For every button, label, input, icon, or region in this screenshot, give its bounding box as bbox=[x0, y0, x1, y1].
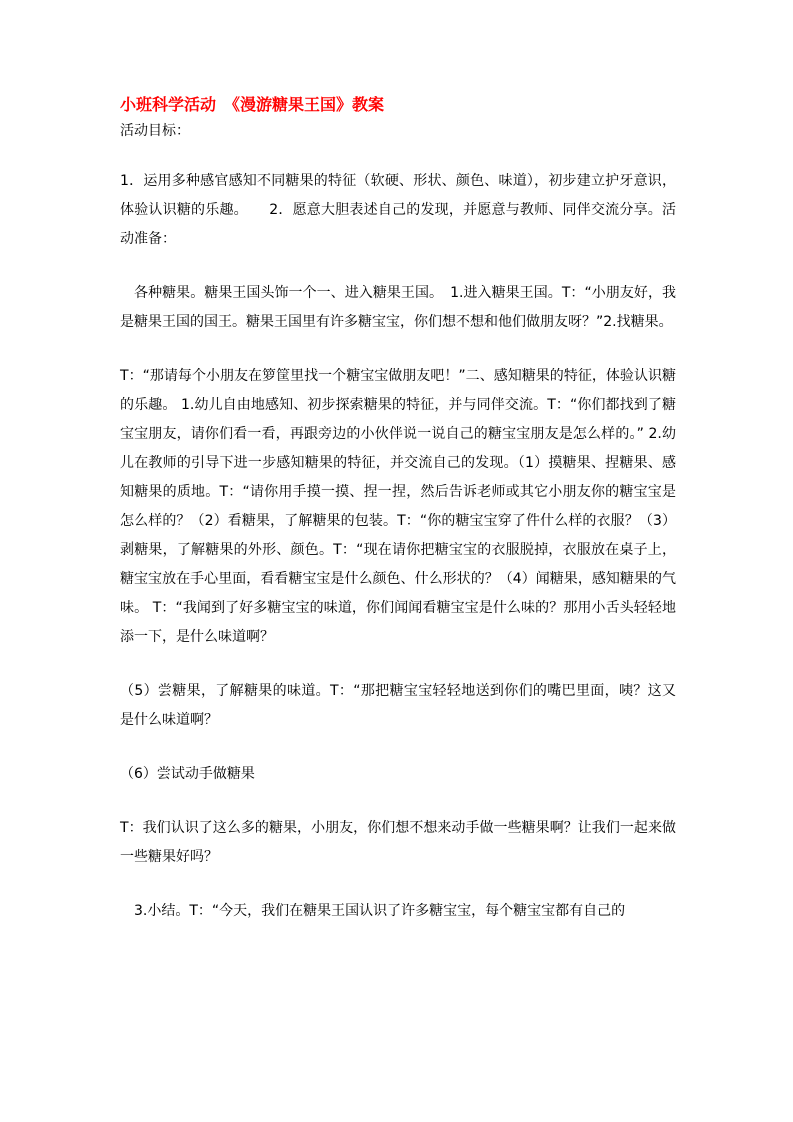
paragraph-enter-kingdom: 各种糖果。糖果王国头饰一个一、进入糖果王国。 1.进入糖果王国。T：“小朋友好，我是糖果王国的国王。糖果王国里有许多糖宝宝，你们想不想和他们做朋友呀？”2.找糖果。 bbox=[120, 285, 676, 330]
paragraph-summary: 3.小结。T：“今天，我们在糖果王国认识了许多糖宝宝，每个糖宝宝都有自己的 bbox=[120, 903, 626, 919]
paragraph-sense-features: T：“那请每个小朋友在箩筐里找一个糖宝宝做朋友吧！”二、感知糖果的特征，体验认识糖的乐趣。 1.幼儿自由地感知、初步探索糖果的特征，并与同伴交流。T：“你们都找到了糖宝宝朋友，请你们看一看，再跟旁边的小伙伴说一说自己的糖宝宝朋友是怎么样的。” 2.幼儿在教师的引导下进一步感知糖果的特征，并交流自己的发现。（1）摸糖果、捏糖果、感知糖果的质地。T：“请你用手摸一摸、捏一捏，然后告诉老师或其它小朋友你的糖宝宝是怎么样的？（2）看糖果，了解糖果的包装。T：“你的糖宝宝穿了件什么样的衣服？（3）剥糖果，了解糖果的外形、颜色。T：“现在请你把糖宝宝的衣服脱掉，衣服放在桌子上，糖宝宝放在手心里面，看看糖宝宝是什么颜色、什么形状的？（4）闻糖果，感知糖果的气味。 T：“我闻到了好多糖宝宝的味道，你们闻闻看糖宝宝是什么味的？那用小舌头轻轻地添一下，是什么味道啊？ bbox=[120, 368, 676, 645]
document-body bbox=[120, 92, 676, 926]
paragraph-make-together: T：我们认识了这么多的糖果，小朋友，你们想不想来动手做一些糖果啊？让我们一起来做一些糖果好吗？ bbox=[120, 820, 676, 865]
paragraph-make-candy: （6）尝试动手做糖果 bbox=[120, 766, 255, 782]
paragraph-objectives: 1．运用多种感官感知不同糖果的特征（软硬、形状、颜色、味道），初步建立护牙意识，体验认识糖的乐趣。 2．愿意大胆表述自己的发现，并愿意与教师、同伴交流分享。活动准备： bbox=[120, 173, 676, 247]
document-title: 小班科学活动 《漫游糖果王国》教案 bbox=[120, 95, 385, 114]
paragraph-taste: （5）尝糖果，了解糖果的味道。T：“那把糖宝宝轻轻地送到你们的嘴巴里面，咦？这又是什么味道啊？ bbox=[120, 683, 676, 728]
section-heading-objectives: 活动目标： bbox=[120, 123, 190, 139]
